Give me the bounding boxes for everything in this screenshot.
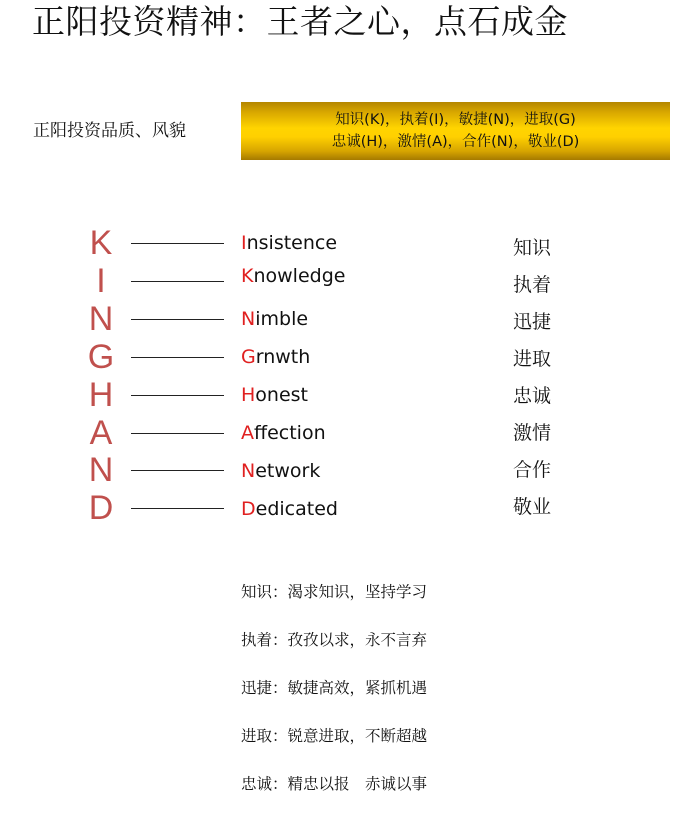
motto-line: 执着：孜孜以求，永不言弃 — [241, 631, 428, 649]
word-initial: A — [241, 422, 254, 444]
connector-line — [131, 508, 224, 509]
acrostic-letter: K — [89, 224, 113, 262]
word-initial: K — [241, 265, 254, 287]
acrostic-row — [0, 338, 700, 376]
acrostic-letter: D — [88, 489, 114, 527]
word-initial: D — [241, 498, 256, 520]
word-rest: etwork — [255, 460, 321, 482]
chinese-term: 忠诚 — [513, 385, 552, 407]
acrostic-row — [0, 414, 700, 452]
acrostic-word — [241, 338, 310, 376]
acrostic-row — [0, 224, 700, 262]
acrostic-row — [0, 262, 700, 300]
word-rest: onest — [255, 384, 309, 406]
connector-line — [131, 357, 224, 358]
acrostic-row — [0, 451, 700, 489]
acrostic-word — [241, 414, 326, 452]
acrostic-letter: A — [89, 414, 113, 452]
acrostic-word — [241, 376, 308, 414]
acrostic-letter: N — [88, 300, 114, 338]
motto-line: 忠诚：精忠以报 赤诚以事 — [241, 775, 428, 793]
acrostic-word — [241, 300, 308, 338]
connector-line — [131, 319, 224, 320]
acrostic-word — [241, 490, 338, 528]
acrostic-word — [241, 452, 320, 490]
motto-line: 进取：锐意进取，不断超越 — [241, 727, 428, 745]
word-initial: N — [241, 460, 256, 482]
acrostic-row — [0, 376, 700, 414]
word-rest: rnwth — [255, 346, 311, 368]
motto-line: 知识：渴求知识，坚持学习 — [241, 583, 428, 601]
acrostic-letter: N — [88, 451, 114, 489]
chinese-term: 迅捷 — [513, 311, 552, 333]
connector-line — [131, 281, 224, 282]
word-rest: nowledge — [253, 265, 346, 287]
chinese-term: 敬业 — [513, 496, 552, 518]
chinese-term: 激情 — [513, 422, 552, 444]
chinese-term: 合作 — [513, 459, 552, 481]
acrostic-letter: G — [87, 338, 115, 376]
qualities-box — [241, 102, 670, 160]
word-rest: edicated — [255, 498, 338, 520]
page-title: 正阳投资精神：王者之心，点石成金 — [32, 2, 568, 41]
acrostic-row — [0, 489, 700, 527]
acrostic-letter: H — [88, 376, 114, 414]
qualities-line-2: 忠诚(H)，激情(A)，合作(N)，敬业(D) — [331, 134, 580, 150]
motto-line: 迅捷：敏捷高效，紧抓机遇 — [241, 679, 428, 697]
word-initial: H — [241, 384, 256, 406]
acrostic-word — [241, 257, 345, 295]
connector-line — [131, 243, 224, 244]
word-rest: ffection — [254, 422, 326, 444]
acrostic-letter: I — [96, 262, 106, 300]
word-initial: N — [241, 308, 256, 330]
connector-line — [131, 395, 224, 396]
connector-line — [131, 433, 224, 434]
word-rest: imble — [255, 308, 309, 330]
chinese-term: 执着 — [513, 274, 552, 296]
acrostic-row — [0, 300, 700, 338]
qualities-line-1: 知识(K)，执着(I)，敏捷(N)，进取(G) — [335, 112, 576, 128]
connector-line — [131, 470, 224, 471]
quality-label: 正阳投资品质、风貌 — [33, 121, 186, 141]
word-rest: nsistence — [246, 232, 338, 254]
chinese-term: 知识 — [513, 237, 552, 259]
word-initial: I — [241, 232, 247, 254]
chinese-term: 进取 — [513, 348, 552, 370]
word-initial: G — [241, 346, 256, 368]
